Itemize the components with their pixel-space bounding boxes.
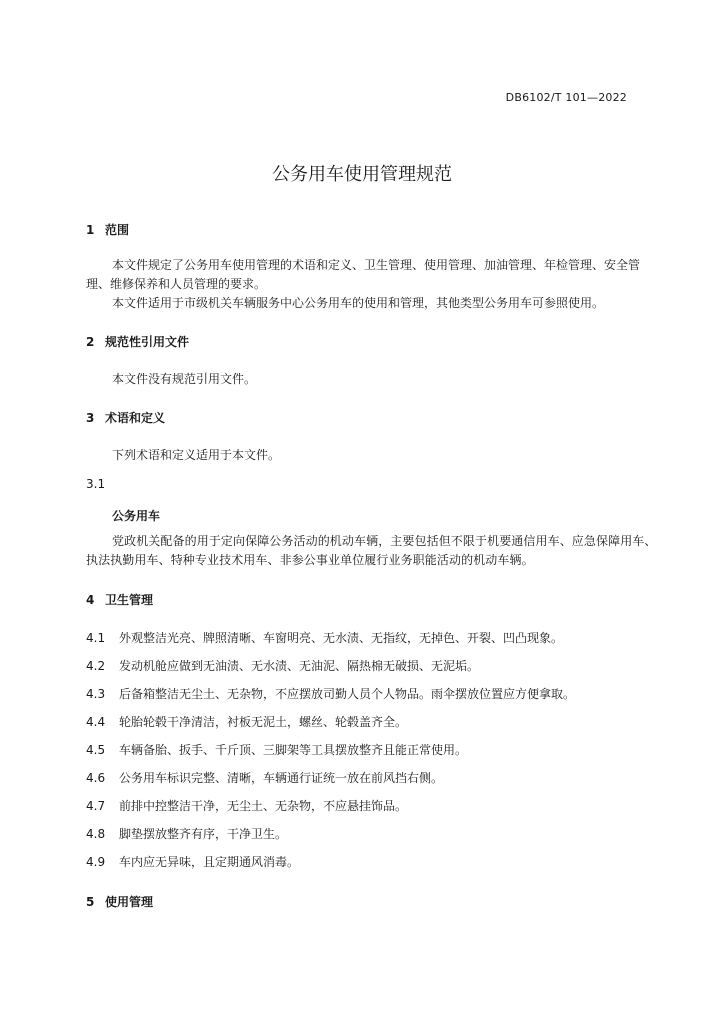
clause-text: 脚垫摆放整齐有序，干净卫生。 <box>119 827 288 841</box>
clause-item <box>86 769 443 786</box>
clause-item <box>86 741 467 758</box>
section-heading-usage <box>86 893 153 910</box>
clause-number: 4.1 <box>86 631 106 645</box>
section-title: 范围 <box>105 223 130 237</box>
section-number: 2 <box>86 335 95 349</box>
clause-number: 4.2 <box>86 659 106 673</box>
section-number: 1 <box>86 223 95 237</box>
clause-text: 后备箱整洁无尘土、无杂物，不应摆放司勤人员个人物品。雨伞摆放位置应方便拿取。 <box>119 687 576 701</box>
clause-item <box>86 629 563 646</box>
clause-number: 4.8 <box>86 827 106 841</box>
clause-text: 车内应无异味，且定期通风消毒。 <box>119 855 300 869</box>
section-number: 4 <box>86 593 95 607</box>
term-number: 3.1 <box>86 477 106 491</box>
section-title: 术语和定义 <box>105 411 166 425</box>
clause-text: 轮胎轮毂干净清洁，衬板无泥土，螺丝、轮毂盖齐全。 <box>119 715 408 729</box>
section-title: 卫生管理 <box>105 593 154 607</box>
section-number: 5 <box>86 895 95 909</box>
section-number: 3 <box>86 411 95 425</box>
clause-text: 车辆备胎、扳手、千斤顶、三脚架等工具摆放整齐且能正常使用。 <box>119 743 468 757</box>
clause-number: 4.5 <box>86 743 106 757</box>
terms-intro-paragraph: 下列术语和定义适用于本文件。 <box>112 448 281 462</box>
scope-paragraph-1: 本文件规定了公务用车使用管理的术语和定义、卫生管理、使用管理、加油管理、年检管理、安全管理、维修保养和人员管理的要求。 <box>86 258 641 291</box>
scope-paragraph-2: 本文件适用于市级机关车辆服务中心公务用车的使用和管理，其他类型公务用车可参照使用。 <box>112 296 605 310</box>
clause-item <box>86 797 407 814</box>
section-title: 使用管理 <box>105 895 154 909</box>
clause-number: 4.6 <box>86 771 106 785</box>
document-id: DB6102/T 101—2022 <box>505 91 627 104</box>
references-paragraph: 本文件没有规范引用文件。 <box>112 372 257 386</box>
clause-text: 外观整洁光亮、牌照清晰、车窗明亮、无水渍、无指纹，无掉色、开裂、凹凸现象。 <box>119 631 564 645</box>
clause-item <box>86 685 575 702</box>
clause-number: 4.7 <box>86 799 106 813</box>
clause-item <box>86 713 407 730</box>
section-heading-terms <box>86 409 165 426</box>
clause-number: 4.4 <box>86 715 106 729</box>
clause-item <box>86 825 287 842</box>
section-heading-normative-references <box>86 333 189 350</box>
clause-number: 4.3 <box>86 687 106 701</box>
document-title: 公务用车使用管理规范 <box>272 164 452 185</box>
section-heading-hygiene <box>86 591 153 608</box>
clause-number: 4.9 <box>86 855 106 869</box>
section-title: 规范性引用文件 <box>105 335 190 349</box>
term-definition: 党政机关配备的用于定向保障公务活动的机动车辆，主要包括但不限于机要通信用车、应急保障用车、执法执勤用车、特种专业技术用车、非参公事业单位履行业务职能活动的机动车辆。 <box>86 534 657 567</box>
section-heading-scope <box>86 221 129 238</box>
clause-item <box>86 657 479 674</box>
term-name: 公务用车 <box>112 509 161 523</box>
clause-text: 前排中控整洁干净，无尘土、无杂物，不应悬挂饰品。 <box>119 799 408 813</box>
clause-text: 发动机舱应做到无油渍、无水渍、无油泥、隔热棉无破损、无泥垢。 <box>119 659 480 673</box>
clause-item <box>86 853 299 870</box>
clause-text: 公务用车标识完整、清晰，车辆通行证统一放在前风挡右侧。 <box>119 771 444 785</box>
